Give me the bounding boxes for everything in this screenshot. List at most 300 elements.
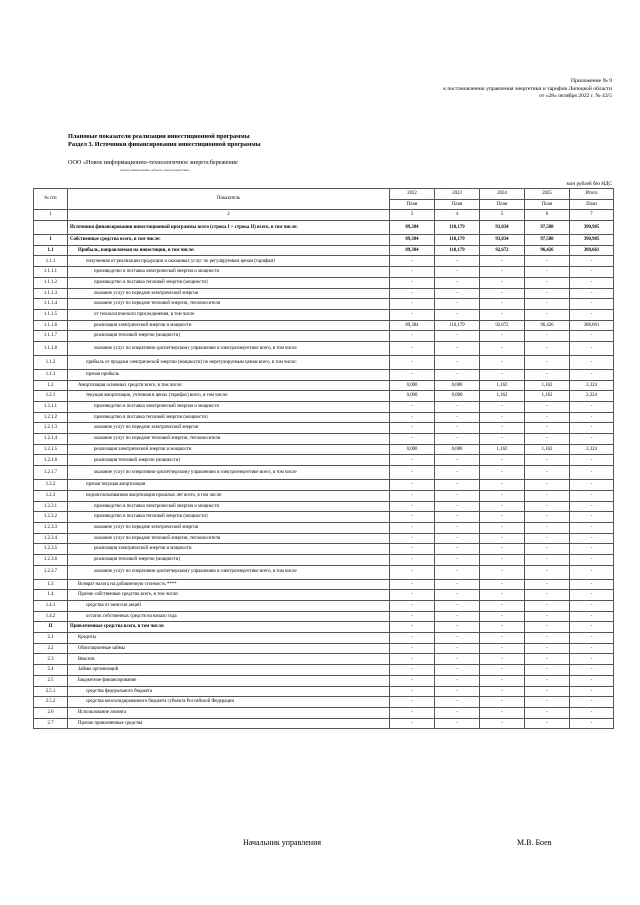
row-value: 93,834 (480, 235, 525, 246)
row-value: - (390, 697, 435, 708)
column-number: 3 (390, 210, 435, 221)
row-value: 92,672 (480, 245, 525, 256)
row-value: - (525, 590, 570, 601)
row-value: - (570, 697, 614, 708)
header-indicator: Показатель (68, 189, 390, 210)
row-label: Прочие собственные средства всего, в том числе: (68, 590, 390, 601)
row-value: 89,384 (390, 320, 435, 331)
row-value: 93,834 (480, 221, 525, 235)
row-number: 1.2.3.2 (34, 512, 68, 523)
row-value: - (390, 675, 435, 686)
row-value: 2,324 (570, 380, 614, 391)
row-value: - (480, 611, 525, 622)
row-value: - (480, 590, 525, 601)
table-row (34, 622, 614, 633)
row-value: - (435, 466, 480, 480)
row-value: 110,179 (435, 245, 480, 256)
row-value: - (435, 686, 480, 697)
heading-line-2: Раздел 3. Источники финансирования инвестиционной программы (68, 141, 261, 149)
row-label: реализация тепловой энергии (мощности) (68, 331, 390, 342)
row-number: 1.4 (34, 590, 68, 601)
table-row (34, 654, 614, 665)
table-row (34, 341, 614, 355)
row-label: от технологического присоединения, в том числе (68, 309, 390, 320)
table-row (34, 480, 614, 491)
row-value: - (435, 434, 480, 445)
row-value: - (435, 554, 480, 565)
table-row (34, 565, 614, 579)
row-value: - (390, 512, 435, 523)
row-value: - (525, 533, 570, 544)
column-number: 6 (525, 210, 570, 221)
table-row (34, 533, 614, 544)
row-value: - (435, 341, 480, 355)
table-row (34, 434, 614, 445)
organization-caption: полное наименование субъекта электроэнергетики (120, 168, 189, 172)
row-value: - (525, 331, 570, 342)
row-value: - (435, 309, 480, 320)
row-value: - (570, 675, 614, 686)
row-value: - (525, 707, 570, 718)
header-plan: План (390, 199, 435, 210)
row-number: 1.2 (34, 380, 68, 391)
row-label: оказание услуг по оперативно-диспетчерскому управлению в электроэнергетике всего, в том числе (68, 466, 390, 480)
row-label: производство и поставка тепловой энергии (мощности) (68, 277, 390, 288)
row-value: - (525, 466, 570, 480)
row-value: - (480, 341, 525, 355)
row-value: - (525, 544, 570, 555)
row-value: - (390, 522, 435, 533)
row-value: - (435, 579, 480, 590)
row-value: - (390, 601, 435, 612)
row-value: - (525, 480, 570, 491)
table-row (34, 643, 614, 654)
row-label: реализация тепловой энергии (мощности) (68, 554, 390, 565)
row-number: 1.1.1.7 (34, 331, 68, 342)
row-value: - (435, 633, 480, 644)
column-number: 7 (570, 210, 614, 221)
row-value: - (525, 267, 570, 278)
table-row (34, 718, 614, 729)
table-row (34, 675, 614, 686)
row-label: Возврат налога на добавленную стоимость **** (68, 579, 390, 590)
row-value: - (570, 288, 614, 299)
row-value: - (435, 299, 480, 310)
table-row (34, 512, 614, 523)
row-value: - (480, 455, 525, 466)
row-label: текущая амортизация, учтенная в ценах (тарифах) всего, в том числе: (68, 391, 390, 402)
row-value: - (390, 544, 435, 555)
row-value: 89,384 (390, 235, 435, 246)
row-value: - (480, 686, 525, 697)
table-row (34, 544, 614, 555)
row-value: - (570, 718, 614, 729)
table-row (34, 331, 614, 342)
row-value: - (525, 675, 570, 686)
row-value: - (570, 665, 614, 676)
row-value: - (480, 501, 525, 512)
row-number: 2.4 (34, 665, 68, 676)
row-value: 390,985 (570, 221, 614, 235)
row-value: - (570, 544, 614, 555)
row-value: 0,000 (390, 380, 435, 391)
row-number: 1.1.1.4 (34, 299, 68, 310)
table-row (34, 590, 614, 601)
row-value: - (570, 501, 614, 512)
row-value: - (390, 309, 435, 320)
row-number: 1.2.1.4 (34, 434, 68, 445)
row-value: - (390, 707, 435, 718)
row-number: 1.2.1.7 (34, 466, 68, 480)
row-value: - (435, 256, 480, 267)
row-value: - (570, 341, 614, 355)
row-number: 1.2.1.5 (34, 444, 68, 455)
row-value: - (435, 288, 480, 299)
row-number: 1.2.1 (34, 391, 68, 402)
row-value: - (525, 718, 570, 729)
row-value: - (390, 686, 435, 697)
row-value: - (435, 533, 480, 544)
heading-line-1: Плановые показатели реализации инвестиционной программы (68, 133, 250, 140)
row-value: - (480, 466, 525, 480)
row-number: 1.1.2 (34, 355, 68, 369)
row-value: - (480, 544, 525, 555)
appendix-note (312, 78, 612, 101)
row-value: - (525, 355, 570, 369)
row-value: - (435, 267, 480, 278)
row-number: 2.2 (34, 643, 68, 654)
table-row (34, 686, 614, 697)
row-label: реализация тепловой энергии (мощности) (68, 455, 390, 466)
row-value: 388,661 (570, 245, 614, 256)
row-value: - (480, 434, 525, 445)
row-value: - (525, 490, 570, 501)
row-value: - (435, 707, 480, 718)
row-value: 1,162 (480, 444, 525, 455)
row-value: - (435, 611, 480, 622)
header-number: № п/п (34, 189, 68, 210)
row-value: - (525, 256, 570, 267)
table-row (34, 355, 614, 369)
row-value: - (480, 288, 525, 299)
row-value: - (390, 665, 435, 676)
row-value: - (435, 455, 480, 466)
row-value: 0,000 (390, 391, 435, 402)
row-value: - (570, 299, 614, 310)
row-label: прочая прибыль (68, 369, 390, 380)
row-number: 2.5 (34, 675, 68, 686)
row-value: 2,324 (570, 391, 614, 402)
row-value: - (390, 611, 435, 622)
row-label: недоиспользованная амортизация прошлых лет всего, в том числе: (68, 490, 390, 501)
row-value: 96,426 (525, 320, 570, 331)
row-value: - (390, 565, 435, 579)
row-value: - (525, 522, 570, 533)
row-value: - (390, 501, 435, 512)
row-value: - (480, 554, 525, 565)
row-number: 1.1.1.5 (34, 309, 68, 320)
row-label: реализация электрической энергии и мощности (68, 544, 390, 555)
row-value: - (525, 686, 570, 697)
row-value: - (390, 579, 435, 590)
row-value: - (390, 299, 435, 310)
row-value: - (525, 512, 570, 523)
appendix-line-3: от «28» октября 2022 г. № 43/5 (539, 93, 612, 100)
row-value: - (480, 522, 525, 533)
row-number: 1.1.1.2 (34, 277, 68, 288)
row-number: 1.2.3.7 (34, 565, 68, 579)
row-label: производство и поставка электрической энергии и мощности (68, 267, 390, 278)
row-value: - (570, 455, 614, 466)
signature-title: Начальник управления (243, 838, 322, 847)
row-label: Прочие привлеченные средства (68, 718, 390, 729)
row-number: 1.2.3 (34, 490, 68, 501)
row-value: - (390, 622, 435, 633)
row-number: 1.2.1.6 (34, 455, 68, 466)
row-value: 110,179 (435, 221, 480, 235)
row-number: 1.3 (34, 579, 68, 590)
row-value: - (525, 299, 570, 310)
row-value: - (435, 331, 480, 342)
row-label: Источники финансирования инвестиционной программы всего (строка I + строка II) всего, в том числе: (68, 221, 390, 235)
table-row (34, 245, 614, 256)
table-row (34, 611, 614, 622)
row-value: - (570, 267, 614, 278)
row-label: Бюджетное финансирование (68, 675, 390, 686)
table-row (34, 633, 614, 644)
row-label: Прибыль, направляемая на инвестиции, в том числе: (68, 245, 390, 256)
row-value: - (480, 601, 525, 612)
table-row (34, 256, 614, 267)
row-value: - (570, 412, 614, 423)
row-value: - (570, 579, 614, 590)
row-value: - (480, 355, 525, 369)
row-value: - (390, 633, 435, 644)
row-value: - (525, 611, 570, 622)
table-row (34, 309, 614, 320)
row-value: - (435, 412, 480, 423)
header-year-2024: 2024 (480, 189, 525, 200)
row-value: - (480, 423, 525, 434)
row-number: 1.2.1.1 (34, 402, 68, 413)
row-number: 2.3 (34, 654, 68, 665)
row-label: Кредиты (68, 633, 390, 644)
header-plan: План (525, 199, 570, 210)
row-label: Собственные средства всего, в том числе: (68, 235, 390, 246)
row-value: - (570, 565, 614, 579)
row-value: - (390, 533, 435, 544)
column-number: 4 (435, 210, 480, 221)
table-row (34, 235, 614, 246)
row-value: - (570, 643, 614, 654)
row-value: - (525, 423, 570, 434)
row-label: прибыль от продажи электрической энергии (мощности) по нерегулируемым ценам всего, в том числе: (68, 355, 390, 369)
row-value: - (525, 643, 570, 654)
row-value: 1,162 (480, 391, 525, 402)
row-value: - (525, 369, 570, 380)
row-value: - (525, 341, 570, 355)
row-value: - (435, 643, 480, 654)
row-value: - (480, 665, 525, 676)
table-row (34, 501, 614, 512)
row-value: - (570, 277, 614, 288)
row-value: - (390, 256, 435, 267)
row-label: оказание услуг по оперативно-диспетчерскому управлению в электроэнергетике всего, в том числе (68, 565, 390, 579)
row-value: 97,588 (525, 221, 570, 235)
row-label: средства консолидированного бюджета субъекта Российской Федерации (68, 697, 390, 708)
row-value: - (570, 622, 614, 633)
row-value: - (480, 299, 525, 310)
row-number: 2.5.2 (34, 697, 68, 708)
row-value: - (435, 277, 480, 288)
header-plan: План (570, 199, 614, 210)
row-value: - (480, 480, 525, 491)
row-value: - (435, 369, 480, 380)
row-label: средства федерального бюджета (68, 686, 390, 697)
row-label: остаток собственных средств на начало года (68, 611, 390, 622)
row-label: оказание услуг по передаче электрической энергии (68, 522, 390, 533)
row-number: 1.2.3.1 (34, 501, 68, 512)
organization-name: ООО «Новое информационно-технологичное энергосбережение (68, 159, 238, 166)
row-label: Займы организаций (68, 665, 390, 676)
row-value: - (480, 633, 525, 644)
row-label: оказание услуг по оперативно-диспетчерскому управлению в электроэнергетике всего, в том числе (68, 341, 390, 355)
row-value: - (480, 622, 525, 633)
row-number: 1.1.3 (34, 369, 68, 380)
row-value: 92,672 (480, 320, 525, 331)
row-label: реализация электрической энергии и мощности (68, 444, 390, 455)
row-value: - (570, 522, 614, 533)
row-value: - (390, 480, 435, 491)
row-value: 89,384 (390, 221, 435, 235)
row-number: 1.2.1.2 (34, 412, 68, 423)
row-value: - (480, 277, 525, 288)
row-value: - (480, 718, 525, 729)
table-row (34, 402, 614, 413)
row-value: - (480, 412, 525, 423)
row-value: - (525, 633, 570, 644)
row-number: 1.4.1 (34, 601, 68, 612)
row-value: 97,588 (525, 235, 570, 246)
row-value: - (390, 455, 435, 466)
row-number (34, 221, 68, 235)
row-label: оказание услуг по передаче электрической энергии (68, 423, 390, 434)
row-value: - (480, 643, 525, 654)
row-value: - (525, 665, 570, 676)
row-number: I (34, 235, 68, 246)
header-plan: План (480, 199, 525, 210)
row-value: - (435, 522, 480, 533)
document-heading (68, 133, 261, 149)
row-label: Привлеченные средства всего, в том числе: (68, 622, 390, 633)
row-label: полученная от реализации продукции и оказанных услуг по регулируемым ценам (тарифам) (68, 256, 390, 267)
row-label: производство и поставка тепловой энергии (мощности) (68, 512, 390, 523)
column-number: 2 (68, 210, 390, 221)
row-value: - (390, 654, 435, 665)
row-value: - (390, 288, 435, 299)
row-value: - (525, 309, 570, 320)
row-value: - (390, 466, 435, 480)
row-value: - (570, 480, 614, 491)
row-label: оказание услуг по передаче электрической энергии (68, 288, 390, 299)
row-value: - (525, 697, 570, 708)
row-value: - (390, 412, 435, 423)
table-row (34, 221, 614, 235)
table-row (34, 444, 614, 455)
row-value: - (525, 565, 570, 579)
row-number: 2.7 (34, 718, 68, 729)
row-value: 1,162 (525, 444, 570, 455)
row-value: - (525, 455, 570, 466)
column-number: 5 (480, 210, 525, 221)
row-value: 1,162 (480, 380, 525, 391)
table-row (34, 455, 614, 466)
row-label: Амортизация основных средств всего, в том числе: (68, 380, 390, 391)
row-value: - (525, 288, 570, 299)
row-value: - (435, 718, 480, 729)
row-value: - (435, 480, 480, 491)
header-year-2023: 2023 (435, 189, 480, 200)
row-label: производство и поставка тепловой энергии (мощности) (68, 412, 390, 423)
row-value: - (435, 355, 480, 369)
row-value: - (480, 579, 525, 590)
table-row (34, 267, 614, 278)
row-number: 1.1.1.1 (34, 267, 68, 278)
table-row (34, 554, 614, 565)
row-value: - (435, 622, 480, 633)
row-value: - (480, 402, 525, 413)
row-value: 1,162 (525, 391, 570, 402)
appendix-line-1: Приложение № 9 (571, 78, 612, 84)
table-row (34, 277, 614, 288)
row-number: 1.2.3.6 (34, 554, 68, 565)
row-value: - (570, 369, 614, 380)
row-value: - (390, 341, 435, 355)
row-value: 0,000 (435, 444, 480, 455)
row-number: 1.2.3.5 (34, 544, 68, 555)
row-value: - (390, 402, 435, 413)
row-value: - (435, 665, 480, 676)
row-value: - (390, 434, 435, 445)
row-label: оказание услуг по передаче тепловой энергии, теплоносителя (68, 434, 390, 445)
row-label: производство и поставка электрической энергии и мощности (68, 402, 390, 413)
row-number: 2.6 (34, 707, 68, 718)
row-value: - (570, 686, 614, 697)
appendix-line-2: к постановлению управления энергетики и тарифов Липецкой области (443, 85, 612, 92)
row-value: - (570, 611, 614, 622)
row-value: 2,324 (570, 444, 614, 455)
row-value: - (390, 277, 435, 288)
row-number: 2.1 (34, 633, 68, 644)
row-value: 110,179 (435, 320, 480, 331)
row-number: 1.1 (34, 245, 68, 256)
row-value: - (570, 423, 614, 434)
table-body (34, 221, 614, 729)
row-value: - (480, 654, 525, 665)
row-value: - (390, 590, 435, 601)
header-year-2022: 2022 (390, 189, 435, 200)
table-row (34, 288, 614, 299)
row-value: - (435, 565, 480, 579)
table-row (34, 601, 614, 612)
row-value: 0,000 (435, 391, 480, 402)
table-row (34, 665, 614, 676)
row-value: - (525, 654, 570, 665)
row-number: 1.2.3.4 (34, 533, 68, 544)
row-value: - (525, 412, 570, 423)
row-value: - (570, 707, 614, 718)
row-label: Использование лизинга (68, 707, 390, 718)
